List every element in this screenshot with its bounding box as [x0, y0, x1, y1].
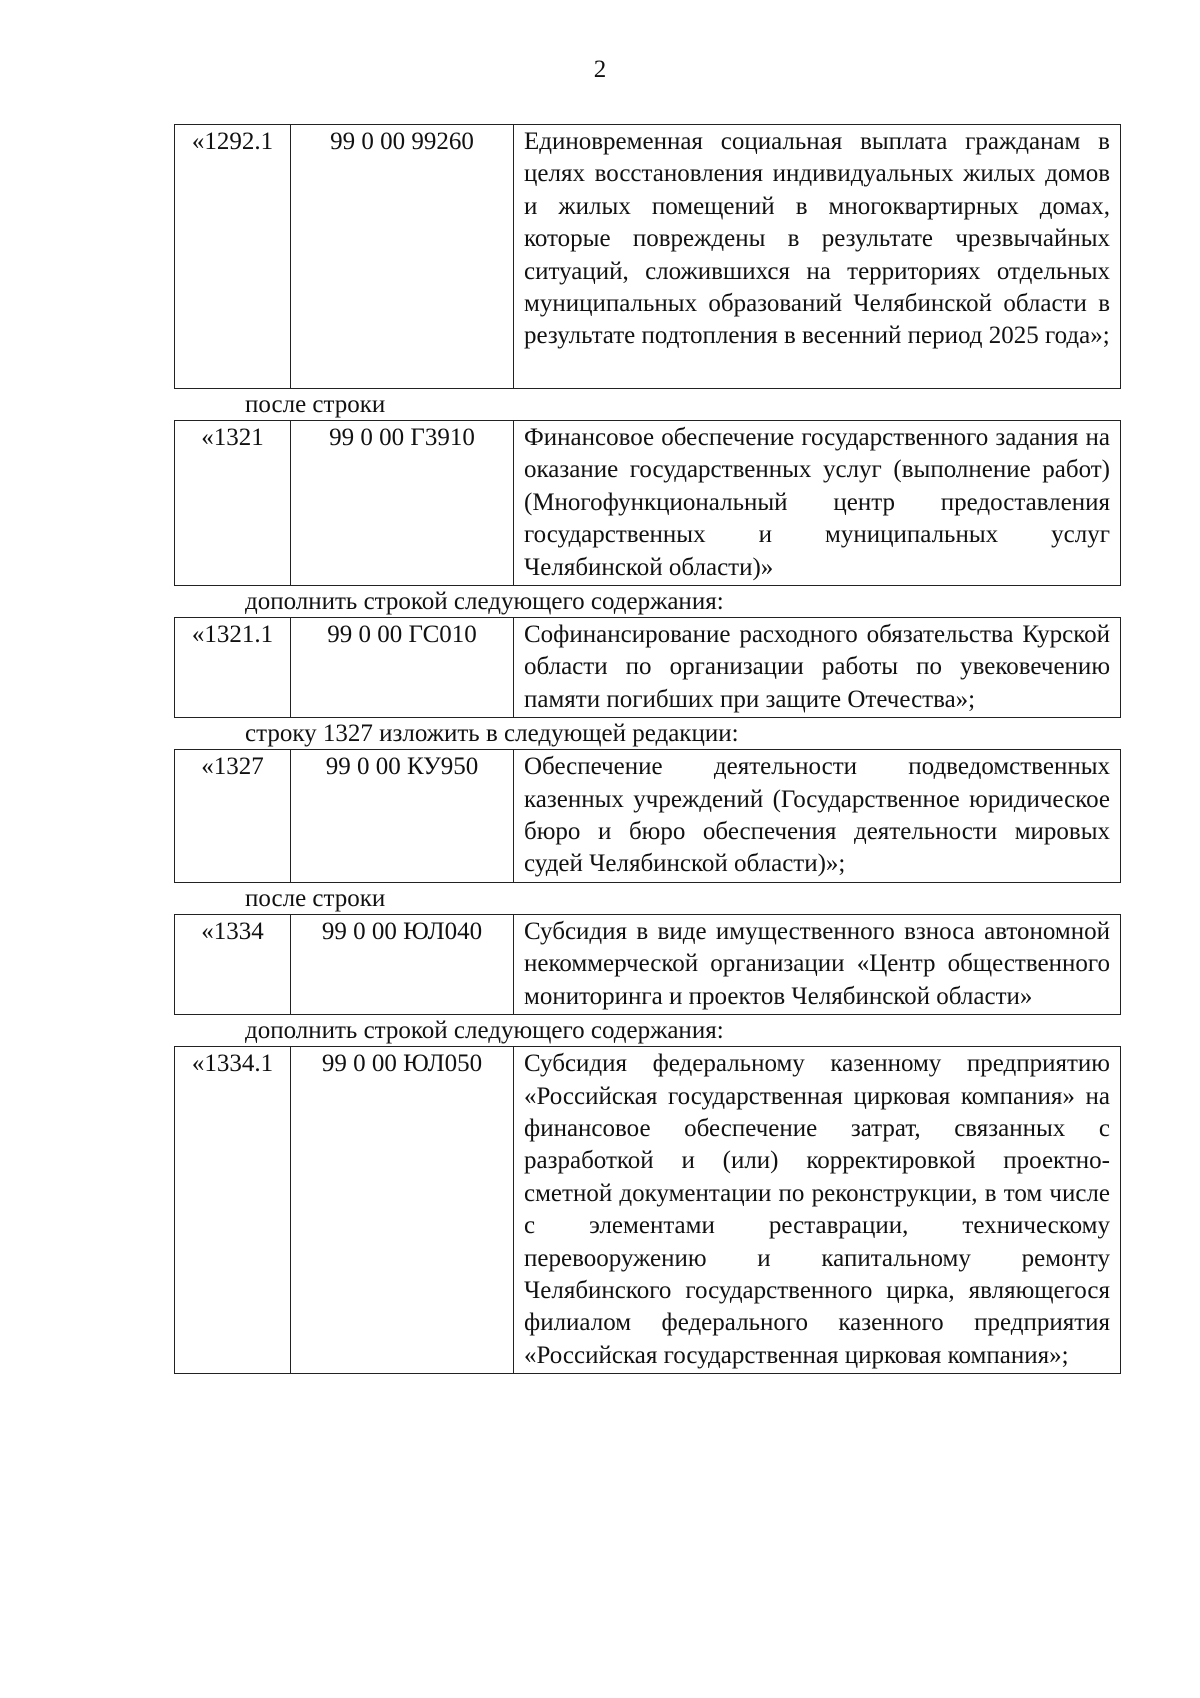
row-code-cell: 99 0 00 КУ950: [291, 750, 514, 883]
row-description-cell: Единовременная социальная выплата гражданам в целях восстановления индивидуальных жилых домов и жилых помещений в многоквартирных домах, которые повреждены в результате чрезвычайных ситуаций, сложившихся на территориях отдельных муниципальных образований Челябинской области в результате подтопления в весенний период 2025 года»;: [514, 125, 1121, 389]
budget-row-table-1: [174, 124, 1121, 389]
table-row: [175, 618, 1121, 718]
instruction-text: строку 1327 изложить в следующей редакции:: [245, 720, 739, 748]
row-number-cell: «1292.1: [175, 125, 291, 389]
row-number-cell: «1327: [175, 750, 291, 883]
instruction-text: дополнить строкой следующего содержания:: [245, 1017, 724, 1045]
table-row: [175, 914, 1121, 1014]
row-code-cell: 99 0 00 Г3910: [291, 421, 514, 586]
row-number-cell: «1321: [175, 421, 291, 586]
table-row: [175, 421, 1121, 586]
instruction-text: после строки: [245, 884, 386, 912]
row-description-cell: Субсидия федеральному казенному предприятию «Российская государственная цирковая компания» на финансовое обеспечение затрат, связанных с разработкой и (или) корректировкой проектно-сметной документации по реконструкции, в том числе с элементами реставрации, техническому перевооружению и капитальному ремонту Челябинского государственного цирка, являющегося филиалом федерального казенного предприятия «Российская государственная цирковая компания»;: [514, 1047, 1121, 1374]
table-row: [175, 125, 1121, 389]
budget-row-table-2: [174, 420, 1121, 586]
row-description-cell: Финансовое обеспечение государственного задания на оказание государственных услуг (выполнение работ) (Многофункциональный центр предоставления государственных и муниципальных услуг Челябинской области)»: [514, 421, 1121, 586]
row-number-cell: «1334: [175, 914, 291, 1014]
budget-row-table-6: [174, 1046, 1121, 1374]
budget-row-table-3: [174, 617, 1121, 718]
instruction-text: после строки: [245, 391, 386, 418]
row-code-cell: 99 0 00 ЮЛ050: [291, 1047, 514, 1374]
row-description-cell: Обеспечение деятельности подведомственных казенных учреждений (Государственное юридическое бюро и бюро обеспечения деятельности мировых судей Челябинской области)»;: [514, 750, 1121, 883]
row-number-cell: «1334.1: [175, 1047, 291, 1374]
budget-row-table-5: [174, 914, 1121, 1015]
row-number-cell: «1321.1: [175, 618, 291, 718]
row-code-cell: 99 0 00 ГС010: [291, 618, 514, 718]
document-body: [174, 124, 1120, 1374]
budget-row-table-4: [174, 749, 1121, 883]
table-row: [175, 1047, 1121, 1374]
row-description-cell: Софинансирование расходного обязательства Курской области по организации работы по увековечению памяти погибших при защите Отечества»;: [514, 618, 1121, 718]
instruction-text: дополнить строкой следующего содержания:: [245, 588, 724, 616]
row-code-cell: 99 0 00 99260: [291, 125, 514, 389]
table-row: [175, 750, 1121, 883]
row-description-cell: Субсидия в виде имущественного взноса автономной некоммерческой организации «Центр общественного мониторинга и проектов Челябинской области»: [514, 914, 1121, 1014]
row-code-cell: 99 0 00 ЮЛ040: [291, 914, 514, 1014]
page-number: 2: [593, 56, 607, 83]
